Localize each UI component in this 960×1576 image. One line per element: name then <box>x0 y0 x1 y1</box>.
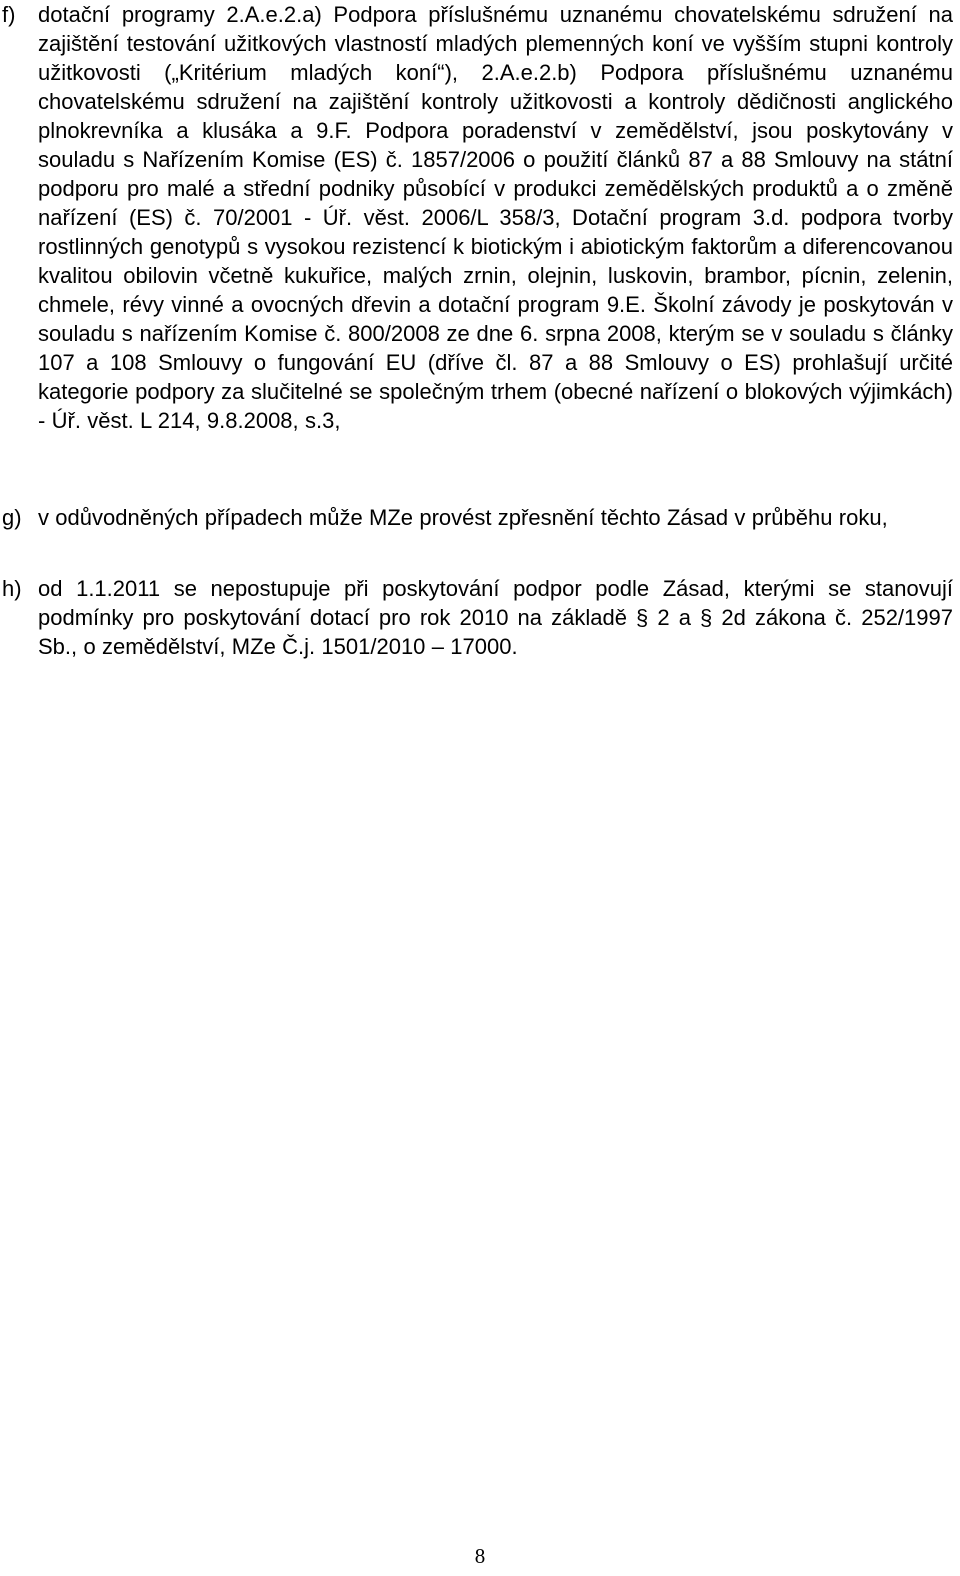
list-marker-h: h) <box>2 576 22 601</box>
page-number: 8 <box>474 1544 486 1568</box>
list-item-g-text: v odůvodněných případech může MZe provést zpřesnění těchto Zásad v průběhu roku, <box>38 505 888 530</box>
list-item-f-text: dotační programy 2.A.e.2.a) Podpora příslušnému uznanému chovatelskému sdružení na zajištění testování užitkových vlastností mladých plemenných koní ve vyšším stupni kontroly užitkovosti („Kritérium mladých koní“), 2.A.e.2.b) Podpora příslušnému uznanému chovatelskému sdružení na zajištění kontroly užitkovosti a kontroly dědičnosti anglického plnokrevníka a klusáka a 9.F. Podpora poradenství v zemědělství, jsou poskytovány v souladu s Nařízením Komise (ES) č. 1857/2006 o použití článků 87 a 88 Smlouvy na státní podporu pro malé a střední podniky působící v produkci zemědělských produktů a o změně nařízení (ES) č. 70/2001 - Úř. věst. 2006/L 358/3, Dotační program 3.d. podpora tvorby rostlinných genotypů s vysokou rezistencí k biotickým i abiotickým faktorům a diferencovanou kvalitou obilovin včetně kukuřice, malých zrnin, olejnin, luskovin, brambor, pícnin, zelenin, chmele, révy vinné a ovocných dřevin a dotační program 9.E. Školní závody je poskytován v souladu s nařízením Komise č. 800/2008 ze dne 6. srpna 2008, kterým se v souladu s články 107 a 108 Smlouvy o fungování EU (dříve čl. 87 a 88 Smlouvy o ES) prohlašují určité kategorie podpory za slučitelné se společným trhem (obecné nařízení o blokových výjimkách) - Úř. věst. L 214, 9.8.2008, s.3, <box>38 2 953 433</box>
list-marker-f: f) <box>2 2 16 27</box>
list-marker-g: g) <box>2 505 22 530</box>
list-item-h-text: od 1.1.2011 se nepostupuje při poskytování podpor podle Zásad, kterými se stanovují podmínky pro poskytování dotací pro rok 2010 na základě § 2 a § 2d zákona č. 252/1997 Sb., o zemědělství, MZe Č.j. 1501/2010 – 17000. <box>38 576 953 659</box>
